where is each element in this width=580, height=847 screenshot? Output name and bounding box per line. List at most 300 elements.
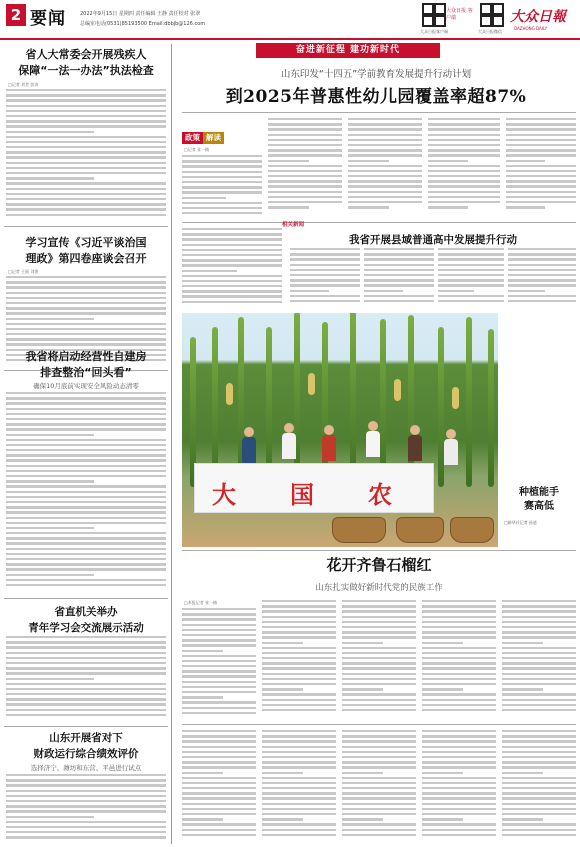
corn-stalk	[466, 317, 472, 487]
text-line	[342, 652, 416, 654]
text-line	[268, 206, 309, 208]
article-body	[290, 248, 360, 308]
text-line	[290, 248, 360, 250]
text-line	[182, 280, 282, 282]
article-body	[422, 730, 496, 842]
text-line	[348, 134, 422, 136]
text-line	[182, 782, 256, 784]
text-line	[6, 162, 166, 164]
text-line	[6, 790, 166, 792]
text-line	[262, 673, 336, 675]
text-line	[422, 782, 496, 784]
text-line	[508, 295, 576, 297]
text-line	[438, 248, 504, 250]
divider	[182, 222, 576, 223]
text-line	[182, 207, 262, 209]
headline: 财政运行综合绩效评价	[33, 748, 139, 760]
text-line	[342, 657, 416, 659]
text-line	[502, 678, 576, 680]
text-line	[508, 264, 576, 266]
text-line	[428, 139, 500, 141]
text-line	[182, 249, 282, 251]
text-line	[348, 180, 422, 182]
text-line	[268, 128, 342, 130]
text-line	[6, 333, 166, 335]
article-body	[182, 228, 282, 308]
text-line	[342, 735, 416, 737]
text-line	[348, 175, 422, 177]
text-line	[506, 185, 576, 187]
subhead: 确保10月底前实现安全风险动态清零	[33, 382, 139, 390]
section-name: 要闻	[30, 9, 66, 29]
text-line	[502, 709, 576, 711]
text-line	[6, 703, 166, 705]
text-line	[6, 188, 166, 190]
text-line	[262, 667, 336, 669]
text-line	[438, 295, 504, 297]
text-line	[6, 501, 166, 503]
text-line	[6, 774, 166, 776]
text-line	[182, 212, 262, 214]
text-line	[438, 253, 504, 255]
text-line	[182, 238, 282, 240]
text-line	[290, 284, 360, 286]
qr-code-icon	[422, 3, 446, 27]
text-line	[182, 670, 256, 672]
text-line	[182, 160, 262, 162]
text-line	[428, 165, 500, 167]
text-line	[502, 693, 576, 695]
text-line	[6, 307, 166, 309]
text-line	[182, 761, 256, 763]
text-line	[422, 610, 496, 612]
text-line	[6, 214, 166, 216]
text-line	[6, 548, 166, 550]
headline: 山东开展省对下	[49, 732, 123, 744]
text-line	[502, 823, 576, 825]
text-line	[262, 772, 303, 774]
text-line	[6, 413, 166, 415]
text-line	[508, 248, 576, 250]
text-line	[262, 657, 336, 659]
news-photo	[182, 313, 498, 547]
text-line	[182, 629, 256, 631]
text-line	[262, 631, 336, 633]
text-line	[348, 149, 422, 151]
text-line	[506, 154, 576, 156]
person	[408, 425, 422, 461]
text-line	[262, 818, 303, 820]
text-line	[268, 165, 342, 167]
text-line	[6, 454, 166, 456]
text-line	[182, 691, 256, 693]
text-line	[508, 269, 576, 271]
text-line	[6, 558, 166, 560]
text-line	[422, 751, 496, 753]
text-line	[422, 704, 496, 706]
text-line	[422, 657, 496, 659]
text-line	[422, 616, 496, 618]
text-line	[6, 177, 94, 179]
text-line	[6, 579, 166, 581]
text-line	[502, 808, 576, 810]
text-line	[438, 284, 504, 286]
text-line	[502, 667, 576, 669]
headline: 学习宣传《习近平谈治国	[25, 236, 147, 249]
text-line	[268, 196, 342, 198]
text-line	[6, 172, 166, 174]
article-body	[6, 89, 166, 223]
text-line	[268, 180, 342, 182]
text-line	[342, 797, 416, 799]
text-line	[502, 605, 576, 607]
text-line	[342, 818, 383, 820]
article-body	[348, 118, 422, 216]
text-line	[262, 647, 336, 649]
text-line	[182, 751, 256, 753]
text-line	[182, 301, 282, 303]
text-line	[502, 766, 576, 768]
text-line	[502, 647, 576, 649]
text-line	[342, 740, 416, 742]
text-line	[6, 99, 166, 101]
qr-label: 大众日报客户端	[420, 29, 448, 34]
text-line	[6, 423, 166, 425]
text-line	[182, 233, 282, 235]
text-line	[438, 264, 504, 266]
text-line	[342, 772, 383, 774]
text-line	[6, 343, 166, 345]
text-line	[182, 787, 256, 789]
text-line	[502, 642, 543, 644]
text-line	[508, 274, 576, 276]
text-line	[262, 610, 336, 612]
person	[444, 429, 458, 465]
text-line	[342, 621, 416, 623]
text-line	[182, 613, 256, 615]
text-line	[342, 751, 416, 753]
text-line	[506, 160, 545, 162]
text-line	[422, 631, 496, 633]
text-line	[502, 616, 576, 618]
text-line	[268, 154, 342, 156]
text-line	[6, 297, 166, 299]
stage-lettering: 国	[290, 480, 314, 509]
text-line	[262, 683, 336, 685]
text-line	[182, 644, 256, 646]
text-line	[508, 279, 576, 281]
text-line	[428, 149, 500, 151]
text-line	[182, 608, 256, 610]
text-line	[182, 740, 256, 742]
text-line	[6, 323, 166, 325]
text-line	[268, 144, 342, 146]
text-line	[506, 196, 576, 198]
headline: 青年学习会交流展示活动	[28, 622, 144, 634]
text-line	[262, 751, 336, 753]
headline: 我省将启动经营性自建房	[25, 350, 147, 363]
text-line	[268, 160, 309, 162]
text-line	[6, 115, 166, 117]
text-line	[182, 254, 282, 256]
text-line	[502, 740, 576, 742]
text-line	[6, 662, 166, 664]
text-line	[422, 730, 496, 732]
text-line	[364, 290, 403, 292]
text-line	[6, 800, 166, 802]
newspaper-logo: 大众日報	[510, 9, 566, 25]
text-line	[422, 621, 496, 623]
text-line	[422, 818, 463, 820]
text-line	[268, 134, 342, 136]
text-line	[342, 823, 416, 825]
text-line	[422, 761, 496, 763]
text-line	[182, 701, 256, 703]
text-line	[6, 574, 94, 576]
text-line	[364, 279, 434, 281]
text-line	[6, 568, 166, 570]
text-line	[262, 693, 336, 695]
text-line	[6, 485, 166, 487]
text-line	[6, 198, 166, 200]
text-line	[182, 275, 282, 277]
article-body	[182, 155, 262, 219]
text-line	[290, 274, 360, 276]
text-line	[422, 709, 496, 711]
text-line	[6, 563, 166, 565]
text-line	[506, 175, 576, 177]
text-line	[422, 772, 463, 774]
headline: 理政》第四卷座谈会召开	[25, 252, 147, 265]
text-line	[502, 818, 543, 820]
headline: 省直机关举办	[54, 606, 118, 618]
text-line	[6, 636, 166, 638]
text-line	[342, 787, 416, 789]
caption-line: 种植能手	[519, 487, 559, 498]
text-line	[290, 295, 360, 297]
byline: □记者 刘者 彭涛	[8, 82, 39, 87]
photo-caption-title	[503, 486, 575, 514]
text-line	[262, 797, 336, 799]
text-line	[262, 787, 336, 789]
text-line	[364, 258, 434, 260]
text-line	[182, 681, 256, 683]
photo-caption-body: □新华社记者 孙进	[504, 520, 538, 525]
text-line	[262, 740, 336, 742]
text-line	[342, 777, 416, 779]
text-line	[6, 693, 166, 695]
byline: □记者 王丽 刘建	[8, 269, 39, 274]
text-line	[342, 746, 416, 748]
text-line	[268, 170, 342, 172]
text-line	[262, 642, 303, 644]
text-line	[342, 605, 416, 607]
text-line	[428, 144, 500, 146]
produce-basket	[332, 517, 386, 543]
corn-ear	[226, 383, 233, 405]
text-line	[268, 175, 342, 177]
text-line	[342, 829, 416, 831]
text-line	[342, 693, 416, 695]
text-line	[342, 699, 416, 701]
text-line	[364, 284, 434, 286]
text-line	[502, 792, 576, 794]
text-line	[6, 131, 94, 133]
text-line	[422, 834, 496, 836]
text-line	[342, 808, 416, 810]
text-line	[6, 402, 166, 404]
text-line	[182, 618, 256, 620]
text-line	[262, 678, 336, 680]
text-line	[508, 284, 576, 286]
text-line	[182, 197, 226, 199]
text-line	[6, 444, 166, 446]
text-line	[348, 128, 422, 130]
text-line	[182, 746, 256, 748]
text-line	[182, 686, 256, 688]
produce-basket	[450, 517, 494, 543]
caption-line: 赛高低	[524, 501, 554, 512]
text-line	[502, 673, 576, 675]
left-column	[0, 44, 172, 844]
text-line	[262, 792, 336, 794]
text-line	[182, 808, 256, 810]
text-line	[182, 165, 262, 167]
text-line	[502, 797, 576, 799]
text-line	[182, 655, 256, 657]
text-line	[6, 506, 166, 508]
text-line	[342, 610, 416, 612]
text-line	[6, 688, 166, 690]
theme-banner: 奋进新征程 建功新时代	[256, 43, 440, 58]
text-line	[364, 269, 434, 271]
text-line	[182, 244, 282, 246]
text-line	[502, 761, 576, 763]
text-line	[506, 139, 576, 141]
text-line	[422, 756, 496, 758]
text-line	[428, 123, 500, 125]
text-line	[6, 496, 166, 498]
text-line	[348, 165, 422, 167]
text-line	[422, 823, 496, 825]
text-line	[6, 517, 166, 519]
text-line	[6, 182, 166, 184]
text-line	[268, 118, 342, 120]
text-line	[262, 766, 336, 768]
text-line	[364, 300, 434, 302]
text-line	[182, 181, 262, 183]
text-line	[342, 647, 416, 649]
text-line	[342, 688, 383, 690]
text-line	[182, 772, 223, 774]
corn-ear	[394, 379, 401, 401]
text-line	[262, 756, 336, 758]
text-line	[502, 704, 576, 706]
text-line	[268, 201, 342, 203]
text-line	[6, 805, 166, 807]
text-line	[262, 662, 336, 664]
text-line	[348, 144, 422, 146]
text-line	[422, 678, 496, 680]
text-line	[6, 193, 166, 195]
text-line	[290, 253, 360, 255]
person	[366, 421, 380, 457]
text-line	[262, 704, 336, 706]
text-line	[342, 803, 416, 805]
text-line	[182, 730, 256, 732]
text-line	[262, 735, 336, 737]
text-line	[348, 191, 422, 193]
text-line	[182, 756, 256, 758]
text-line	[6, 816, 94, 818]
text-line	[342, 761, 416, 763]
divider	[4, 598, 168, 599]
text-line	[6, 537, 166, 539]
text-line	[6, 821, 166, 823]
text-line	[428, 128, 500, 130]
text-line	[506, 165, 576, 167]
text-line	[182, 777, 256, 779]
text-line	[6, 470, 166, 472]
text-line	[364, 295, 434, 297]
headline: 我省开展县域普通高中发展提升行动	[349, 234, 517, 246]
text-line	[502, 777, 576, 779]
text-line	[182, 818, 223, 820]
headline: 保障“一法一办法”执法检查	[18, 64, 154, 77]
text-line	[506, 201, 576, 203]
text-line	[428, 191, 500, 193]
text-line	[6, 784, 166, 786]
text-line	[502, 834, 576, 836]
text-line	[364, 274, 434, 276]
text-line	[422, 693, 496, 695]
text-line	[502, 730, 576, 732]
text-line	[342, 667, 416, 669]
text-line	[422, 662, 496, 664]
qr-label: 大众日报微信	[478, 29, 502, 34]
text-line	[6, 397, 166, 399]
produce-basket	[396, 517, 444, 543]
text-line	[502, 746, 576, 748]
text-line	[182, 823, 256, 825]
text-line	[6, 652, 166, 654]
related-news-tag: 相关新闻	[282, 222, 305, 228]
text-line	[6, 678, 94, 680]
meta-line: 总编室电话(0531)85193500 Email:dbbjb@126.com	[80, 21, 206, 27]
text-line	[342, 678, 416, 680]
text-line	[506, 144, 576, 146]
text-line	[6, 836, 166, 838]
text-line	[6, 667, 166, 669]
text-line	[422, 797, 496, 799]
text-line	[182, 650, 223, 652]
text-line	[6, 522, 166, 524]
text-line	[342, 626, 416, 628]
text-line	[6, 475, 166, 477]
text-line	[262, 688, 303, 690]
text-line	[6, 120, 166, 122]
text-line	[182, 735, 256, 737]
text-line	[342, 616, 416, 618]
text-line	[262, 626, 336, 628]
article-body	[422, 600, 496, 718]
kicker: 山东印发“十四五”学前教育发展提升行动计划	[280, 69, 472, 80]
article-body	[6, 774, 166, 844]
badge-label: 政策	[182, 132, 203, 144]
text-line	[262, 699, 336, 701]
text-line	[342, 792, 416, 794]
article-body	[6, 636, 166, 722]
